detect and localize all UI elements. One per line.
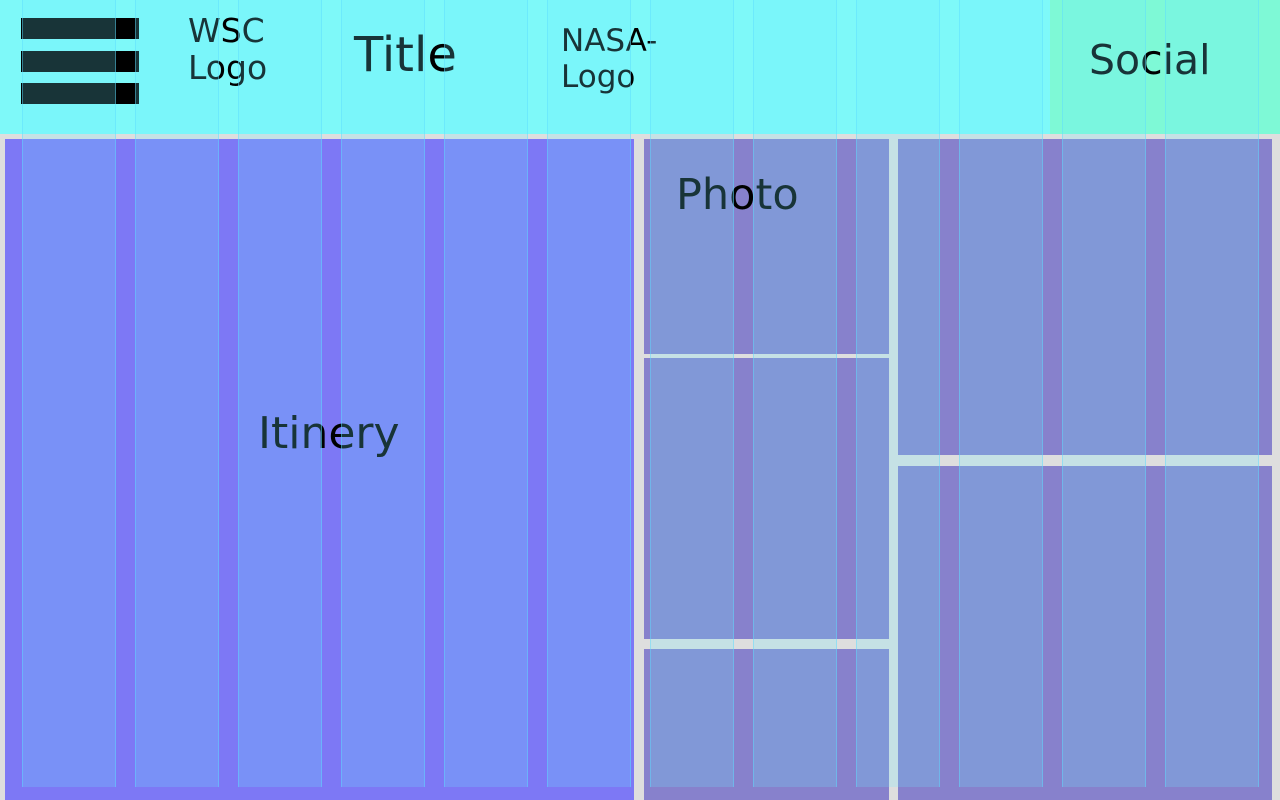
photo-panel-middle — [644, 358, 889, 639]
right-panel-top — [898, 139, 1272, 455]
itinerary-label: Itinery — [258, 408, 400, 459]
photo-panel-bottom — [644, 649, 889, 800]
photo-label: Photo — [676, 170, 799, 220]
header-bar — [0, 0, 1280, 134]
nasa-logo-placeholder[interactable]: NASA- Logo — [561, 23, 658, 95]
itinerary-panel — [5, 139, 634, 800]
menu-bar-top — [21, 18, 139, 39]
wsc-logo-placeholder[interactable]: WSC Logo — [188, 11, 268, 87]
menu-bar-middle — [21, 51, 139, 72]
right-panel-bottom — [898, 466, 1272, 800]
social-label[interactable]: Social — [1089, 36, 1211, 84]
hamburger-menu-icon[interactable] — [21, 18, 139, 105]
menu-bar-bottom — [21, 83, 139, 104]
page-title: Title — [354, 27, 457, 83]
